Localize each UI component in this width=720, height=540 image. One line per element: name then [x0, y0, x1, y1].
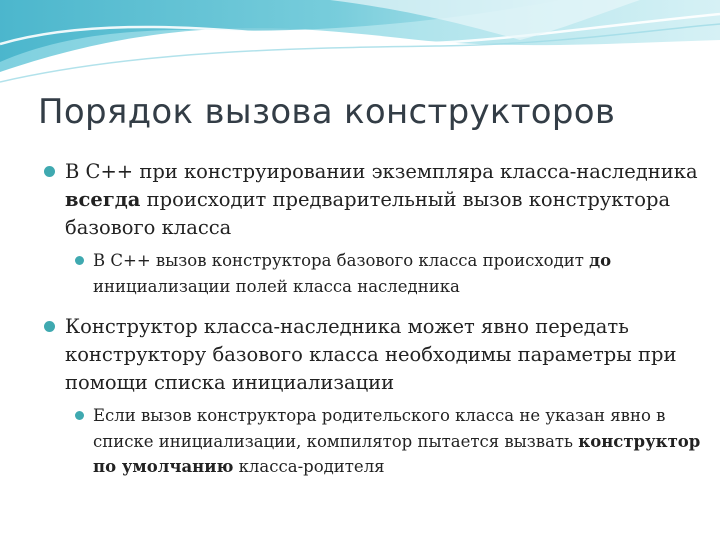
sub-bullet-text: инициализации полей класса наследника: [93, 276, 460, 296]
sub-bullet-icon: [75, 411, 84, 420]
sub-bullet-text-bold: конструктор по умолчанию: [93, 431, 701, 476]
bullet-icon: [44, 321, 55, 332]
sub-bullet-icon: [75, 256, 84, 265]
bullet-list: [44, 158, 704, 480]
header-wave-decoration: [0, 0, 720, 100]
sub-bullet-list: [65, 248, 704, 299]
sub-bullet-text: класса-родителя: [233, 457, 385, 476]
sub-bullet-text: В С++ вызов конструктора базового класса происходит: [93, 251, 590, 270]
bullet-item: [44, 313, 704, 480]
sub-bullet-item: [65, 403, 704, 480]
sub-bullet-text-bold: до: [589, 251, 612, 270]
bullet-text: Конструктор класса-наследника может явно передать конструктору базового класса необходимы параметры при помощи списка инициализации: [65, 315, 677, 394]
bullet-item: [44, 158, 704, 299]
bullet-text-bold: всегда: [65, 188, 141, 211]
sub-bullet-item: [65, 248, 704, 299]
bullet-icon: [44, 166, 55, 177]
bullet-text: В С++ при конструировании экземпляра класса-наследника: [65, 160, 698, 183]
sub-bullet-text: Если вызов конструктора родительского класса не указан явно в списке инициализации, компилятор пытается вызвать: [93, 406, 666, 451]
slide-title: Порядок вызова конструкторов: [38, 92, 616, 132]
sub-bullet-list: [65, 403, 704, 480]
bullet-text: происходит предварительный вызов конструктора базового класса: [65, 188, 671, 239]
